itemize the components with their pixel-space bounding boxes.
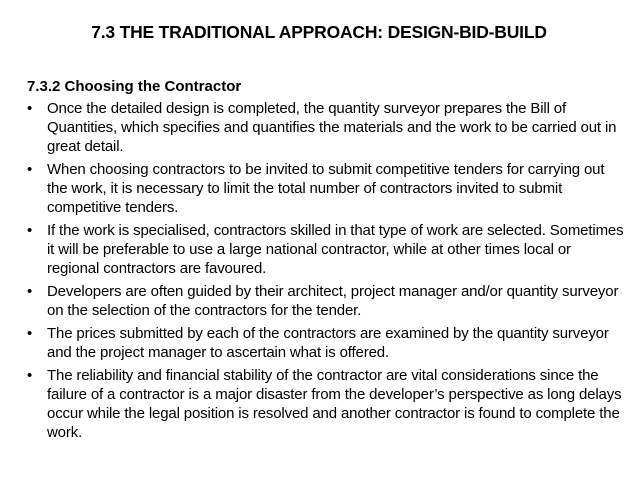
bullet-item [27,324,627,362]
bullet-item [27,221,627,278]
bullet-item [27,99,627,156]
bullet-text: When choosing contractors to be invited to submit competitive tenders for carrying out the work, it is necessary to limit the total number of contractors invited to submit competitive tenders. [47,161,605,216]
bullet-list [27,99,627,446]
bullet-dot-icon: • [27,325,33,342]
bullet-dot-icon: • [27,222,33,239]
bullet-text: If the work is specialised, contractors skilled in that type of work are selected. Sometimes it will be preferable to use a large national contractor, while at other times local or regional contractors are favoured. [47,222,624,277]
bullet-dot-icon: • [27,100,33,117]
bullet-dot-icon: • [27,283,33,300]
bullet-item [27,160,627,217]
bullet-item [27,282,627,320]
bullet-text: The prices submitted by each of the contractors are examined by the quantity surveyor and the project manager to ascertain what is offered. [47,325,609,361]
bullet-item [27,366,627,442]
slide-title: 7.3 THE TRADITIONAL APPROACH: DESIGN-BID-BUILD [91,22,547,42]
bullet-dot-icon: • [27,161,33,178]
bullet-text: Once the detailed design is completed, the quantity surveyor prepares the Bill of Quantities, which specifies and quantifies the materials and the work to be carried out in great detail. [47,100,617,155]
bullet-dot-icon: • [27,367,33,384]
section-heading: 7.3.2 Choosing the Contractor [27,78,242,95]
bullet-text: Developers are often guided by their architect, project manager and/or quantity surveyor on the selection of the contractors for the tender. [47,283,619,319]
bullet-text: The reliability and financial stability of the contractor are vital considerations since the failure of a contractor is a major disaster from the developer’s perspective as long delays occur while the legal position is resolved and another contractor is found to complete the work. [47,367,622,441]
